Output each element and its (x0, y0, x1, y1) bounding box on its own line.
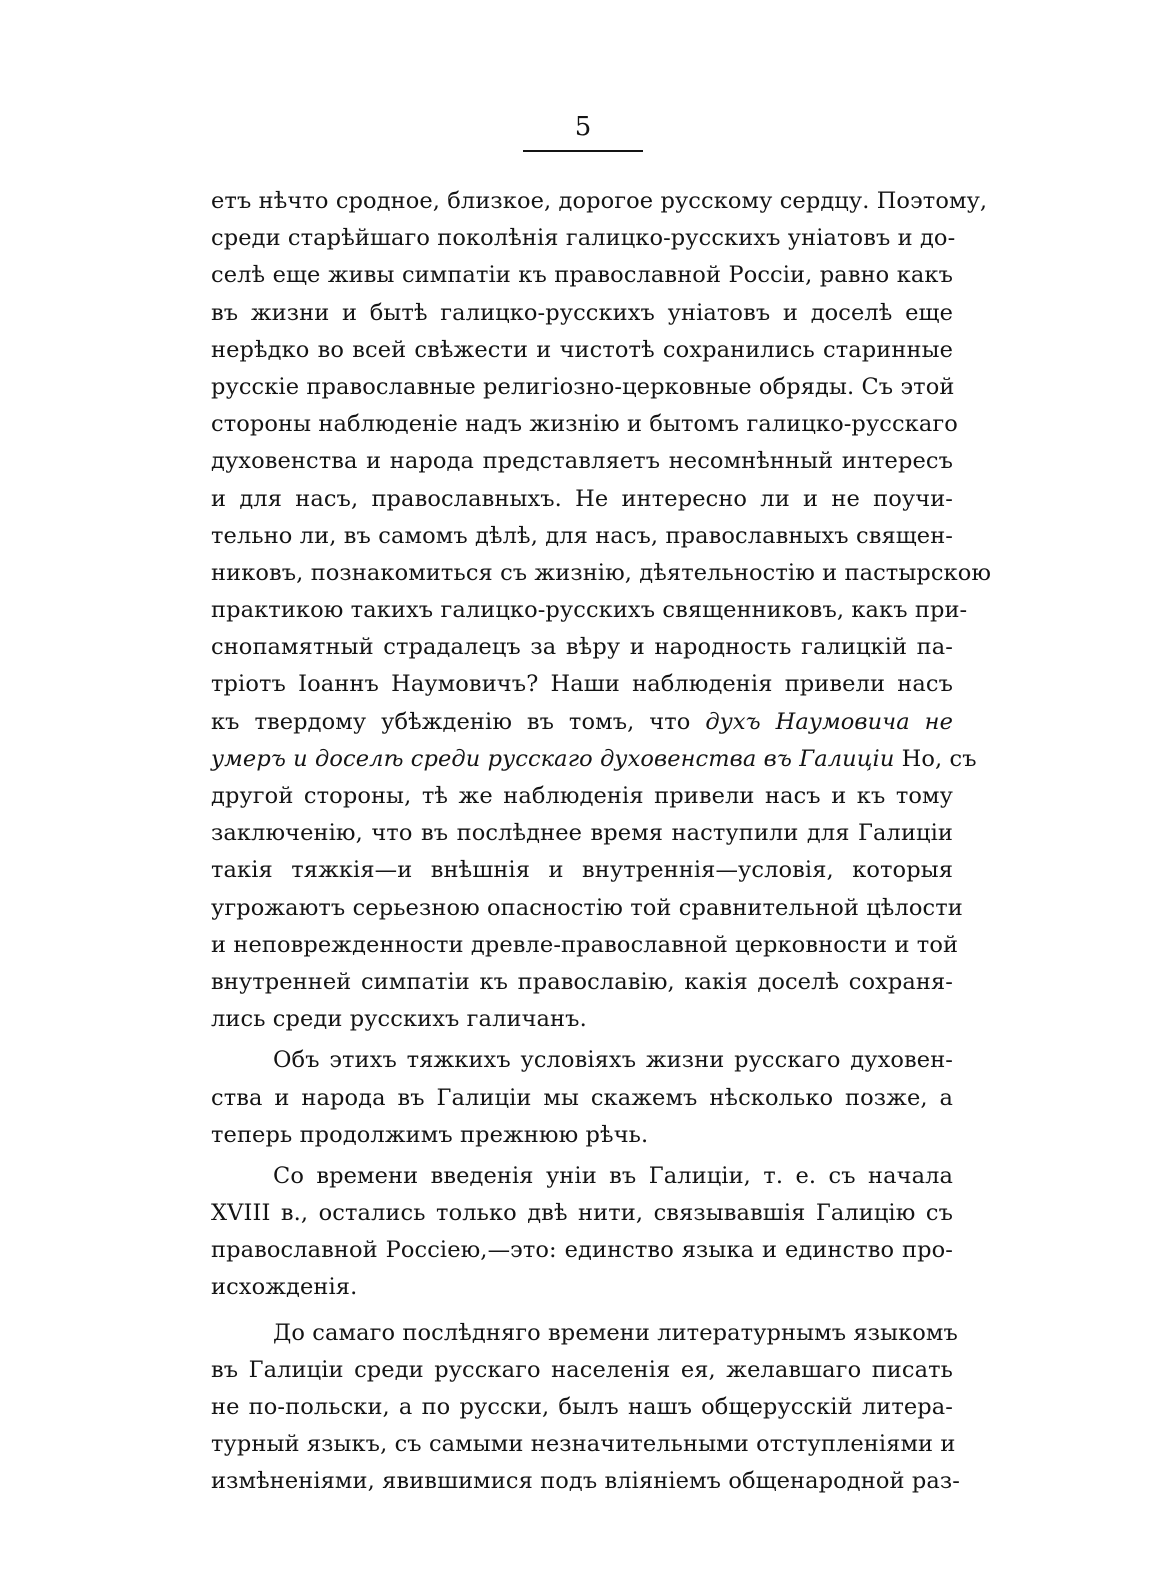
text-line: практикою такихъ галицко-русскихъ священниковъ, какъ при- (211, 597, 968, 624)
text-line: такія тяжкія—и внѣшнія и внутреннія—условія, которыя (211, 857, 953, 884)
text-line: лись среди русскихъ галичанъ. (211, 1006, 587, 1033)
text-line: не по-польски, а по русски, былъ нашъ общерусскій литера- (211, 1394, 953, 1420)
text-line: измѣненіями, явившимися подъ вліяніемъ общенародной раз- (211, 1468, 960, 1495)
text-line: угрожаютъ серьезною опасностію той сравнительной цѣлости (211, 894, 963, 921)
text-line: и для насъ, православныхъ. Не интересно ли и не поучи- (211, 485, 953, 512)
paragraph-start: До самаго послѣдняго времени литературнымъ языкомъ (273, 1319, 958, 1346)
italic-text: умеръ и доселѣ среди русскаго духовенства въ Галиціи (211, 745, 895, 772)
plain-text: Но, съ (894, 745, 977, 772)
text-line: теперь продолжимъ прежнюю рѣчь. (211, 1121, 649, 1148)
text-line: заключенію, что въ послѣднее время наступили для Галиціи (211, 820, 953, 847)
text-line: никовъ, познакомиться съ жизнію, дѣятельностію и пастырскою (211, 559, 992, 586)
text-line: XVIII в., остались только двѣ нити, связывавшія Галицію съ (211, 1200, 953, 1227)
text-line: среди старѣйшаго поколѣнія галицко-русскихъ уніатовъ и до- (211, 225, 956, 252)
text-line: въ жизни и бытѣ галицко-русскихъ уніатовъ и доселѣ еще (211, 299, 953, 326)
text-line: духовенства и народа представляетъ несомнѣнный интересъ (211, 448, 953, 475)
paragraph-start: Со времени введенія уніи въ Галиціи, т. е. съ начала (273, 1162, 953, 1189)
text-line: въ Галиціи среди русскаго населенія ея, желавшаго писать (211, 1356, 953, 1383)
text-line: стороны наблюденіе надъ жизнію и бытомъ галицко-русскаго (211, 411, 958, 438)
text-line-mixed (211, 741, 977, 778)
text-line: внутренней симпатіи къ православію, какія доселѣ сохраня- (211, 968, 953, 995)
page-number-rule (523, 150, 643, 152)
page-number: 5 (574, 112, 592, 142)
text-line: турный языкъ, съ самыми незначительными отступленіями и (211, 1431, 956, 1458)
text-line: ства и народа въ Галиціи мы скажемъ нѣсколько позже, а (211, 1084, 953, 1111)
text-line: снопамятный страдалецъ за вѣру и народность галицкій па- (211, 634, 953, 661)
text-line: исхожденія. (211, 1274, 358, 1301)
italic-text: духъ Наумовича не (705, 708, 953, 735)
text-line: тріотъ Іоаннъ Наумовичъ? Наши наблюденія привели насъ (211, 671, 953, 698)
text-line: нерѣдко во всей свѣжести и чистотѣ сохранились старинные (211, 336, 953, 363)
text-line: селѣ еще живы симпатіи къ православной Россіи, равно какъ (211, 262, 953, 289)
body-text (211, 183, 992, 1501)
text-line-mixed (211, 704, 953, 741)
text-line: етъ нѣчто сродное, близкое, дорогое русскому сердцу. Поэтому, (211, 188, 988, 214)
text-line: другой стороны, тѣ же наблюденія привели насъ и къ тому (211, 783, 953, 809)
text-line: тельно ли, въ самомъ дѣлѣ, для насъ, православныхъ священ- (211, 522, 953, 549)
text-line: и неповрежденности древле-православной церковности и той (211, 931, 959, 958)
text-line: православной Россіею,—это: единство языка и единство про- (211, 1237, 953, 1264)
text-line: русскіе православные религіозно-церковные обряды. Съ этой (211, 373, 955, 400)
plain-text: къ твердому убѣжденію въ томъ, что (211, 708, 706, 735)
paragraph-start: Объ этихъ тяжкихъ условіяхъ жизни русскаго духовен- (273, 1047, 953, 1074)
